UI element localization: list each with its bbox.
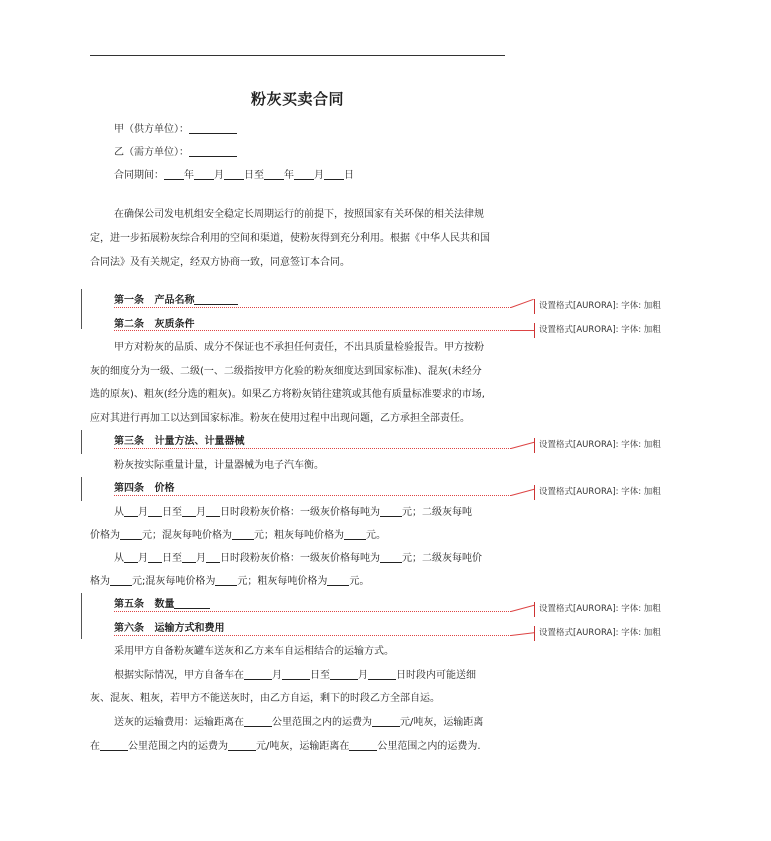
transport-line-1: 采用甲方自备粉灰罐车送灰和乙方来车自运相结合的运输方式。 — [114, 646, 394, 657]
balloon-marker — [534, 323, 535, 338]
article-1-heading: 第一条 产品名称 — [114, 294, 238, 308]
change-bar — [81, 289, 82, 329]
format-balloon-4[interactable]: 设置格式[AURORA]: 字体: 加粗 — [539, 487, 661, 497]
preamble-line-2: 定，进一步拓展粉灰综合利用的空间和渠道，使粉灰得到充分利用。根据《中华人民共和国 — [90, 233, 490, 244]
article-3-heading: 第三条 计量方法、计量器械 — [114, 436, 245, 447]
balloon-marker — [534, 485, 535, 500]
balloon-marker — [534, 299, 535, 314]
contract-period-line: 合同期间： 年 月 日至 年 月 日 — [114, 170, 354, 181]
contract-title: 粉灰买卖合同 — [250, 90, 344, 108]
article-2-line-4: 应对其进行再加工以达到国家标准。粉灰在使用过程中出现问题，乙方承担全部责任。 — [90, 413, 470, 424]
article-2-heading: 第二条 灰质条件 — [114, 319, 195, 330]
revision-leader — [511, 299, 534, 308]
change-bar — [81, 430, 82, 454]
article-5-heading: 第五条 数量 — [114, 598, 210, 612]
revision-leader — [114, 495, 511, 496]
revision-leader — [114, 307, 511, 308]
price-line-1: 从 月 日至 月 日时段粉灰价格：一级灰价格每吨为 元；二级灰每吨 — [114, 507, 472, 518]
transport-line-3: 灰、混灰、粗灰，若甲方不能送灰时，由乙方自运，剩下的时段乙方全部自运。 — [90, 693, 440, 704]
balloon-marker — [534, 438, 535, 453]
change-bar — [81, 477, 82, 501]
preamble-line-3: 合同法》及有关规定，经双方协商一致，同意签订本合同。 — [90, 257, 350, 268]
format-balloon-5[interactable]: 设置格式[AURORA]: 字体: 加粗 — [539, 604, 661, 614]
format-balloon-2[interactable]: 设置格式[AURORA]: 字体: 加粗 — [539, 325, 661, 335]
format-balloon-1[interactable]: 设置格式[AURORA]: 字体: 加粗 — [539, 301, 661, 311]
format-balloon-3[interactable]: 设置格式[AURORA]: 字体: 加粗 — [539, 440, 661, 450]
transport-line-2: 根据实际情况，甲方自备车在 月 日至 月 日时段内可能送细 — [114, 670, 476, 681]
revision-leader — [511, 632, 535, 636]
format-balloon-6[interactable]: 设置格式[AURORA]: 字体: 加粗 — [539, 628, 661, 638]
article-3-body: 粉灰按实际重量计量，计量器械为电子汽车衡。 — [114, 460, 324, 471]
party-a-blank[interactable] — [189, 123, 237, 134]
change-bar — [81, 593, 82, 639]
party-b-line: 乙（需方单位）： — [114, 146, 237, 160]
article-2-line-2: 灰的细度分为一级、二级(一、二级指按甲方化验的粉灰细度达到国家标准)、混灰(未经分 — [90, 366, 482, 377]
party-b-blank[interactable] — [189, 146, 237, 157]
price-line-3: 从 月 日至 月 日时段粉灰价格：一级灰价格每吨为 元；二级灰每吨价 — [114, 553, 482, 564]
revision-leader — [511, 442, 534, 449]
transport-line-5: 在 公里范围之内的运费为 元/吨灰，运输距离在 公里范围之内的运费为. — [90, 741, 481, 752]
preamble-line-1: 在确保公司发电机组安全稳定长周期运行的前提下，按照国家有关环保的相关法律规 — [114, 209, 484, 220]
article-2-line-1: 甲方对粉灰的品质、成分不保证也不承担任何责任，不出具质量检验报告。甲方按粉 — [114, 342, 484, 353]
transport-line-4: 送灰的运输费用：运输距离在 公里范围之内的运费为 元/吨灰，运输距离 — [114, 717, 484, 728]
revision-leader — [114, 635, 511, 636]
revision-leader — [114, 448, 511, 449]
price-line-4: 格为 元;混灰每吨价格为 元；粗灰每吨价格为 元。 — [90, 576, 370, 587]
article-6-heading: 第六条 运输方式和费用 — [114, 623, 225, 634]
revision-leader — [114, 611, 511, 612]
header-rule — [90, 55, 505, 56]
revision-leader — [511, 605, 534, 612]
price-line-2: 价格为 元；混灰每吨价格为 元；粗灰每吨价格为 元。 — [90, 530, 386, 541]
balloon-marker — [534, 602, 535, 617]
revision-leader — [511, 489, 534, 496]
party-a-line: 甲（供方单位）： — [114, 123, 237, 137]
balloon-marker — [534, 626, 535, 641]
revision-leader — [511, 330, 535, 331]
article-4-heading: 第四条 价格 — [114, 483, 175, 494]
article-2-line-3: 选的原灰)、粗灰(经分选的粗灰)。如果乙方将粉灰销往建筑或其他有质量标准要求的市场, — [90, 389, 485, 400]
revision-leader — [114, 330, 511, 331]
